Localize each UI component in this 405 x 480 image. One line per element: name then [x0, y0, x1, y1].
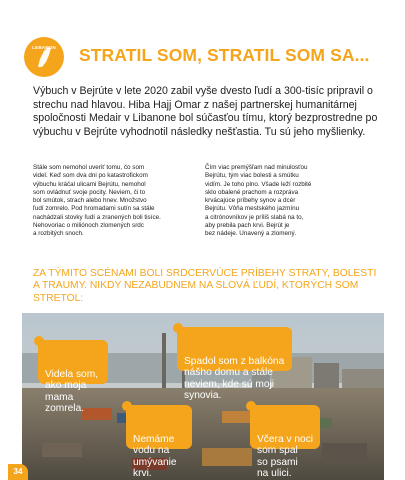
- quote-text: Videla som, ako moja mama zomrela.: [45, 368, 99, 415]
- quote-text: Včera v noci som spal so psami na ulici.: [257, 433, 314, 480]
- bubble-dot: [173, 323, 183, 333]
- quote-bubble-balcony: [177, 327, 292, 402]
- quote-text: Spadol som z balkóna nášho domu a stále neviem, kde sú moji synovia.: [184, 355, 285, 402]
- quote-bubble-street: [250, 405, 320, 480]
- quote-bubble-mother: [38, 340, 108, 415]
- quote-heading: ZA TÝMITO SCÉNAMI BOLI SRDCERVÚCE PRÍBEHY STRATY, BOLESTI A TRAUMY. NIKDY NEZABUDNEM NA SLOVÁ ĽUDÍ, KTORÝCH SOM STRETOL:: [33, 268, 377, 304]
- body-column-right: Čím viac premýšľam nad minulosťou Bejrútu, tým viac bolesti a smútku vidím. Je toho plno. Všade leží rozbité sklo obalené prachom a rozpráva krvácajúce príbehy synov a dcér Bejrútu. Vôňa mestského jazmínu a citrónovníkov je príliš slabá na to, aby prebila pach krvi. Bejrút je bez nádeje. Unavený a zlomený.: [205, 164, 312, 238]
- page-number: 34: [8, 464, 28, 480]
- bubble-dot: [34, 336, 44, 346]
- body-column-left: Stále som nemohol uveriť tomu, čo som videl. Keď som dva dni po katastrofickom výbuchu kráčal ulicami Bejrútu, nemohol som ovládnuť svoje pocity. Neviem, či to bol smútok, strach alebo hnev. Množstvo ľudí zomrelo. Pod hromadami sutín sa stále nachádzali stovky ľudí a zranených boli tisíce. Nehovoriac o miliónoch zlomených srdc a rozbitých snoch.: [33, 164, 161, 238]
- bubble-dot: [246, 401, 256, 411]
- badge-label: LEBANON: [32, 45, 56, 50]
- intro-paragraph: Výbuch v Bejrúte v lete 2020 zabil vyše dvesto ľudí a 300-tisíc pripravil o strechu nad hlavou. Hiba Hajj Omar z našej partnerskej humanitárnej spoločnosti Medair v Libanone bol súčasťou tímu, ktorý bezprostredne po výbuchu v Bejrúte vyhodnotil následky nešťastia. Tu sú jeho myšlienky.: [33, 85, 378, 138]
- page-title: STRATIL SOM, STRATIL SOM SA...: [79, 45, 370, 65]
- lebanon-badge: [24, 37, 64, 77]
- quote-bubble-water: [126, 405, 192, 480]
- quote-text: Nemáme vodu na umývanie krvi.: [133, 433, 177, 480]
- bubble-dot: [122, 401, 132, 411]
